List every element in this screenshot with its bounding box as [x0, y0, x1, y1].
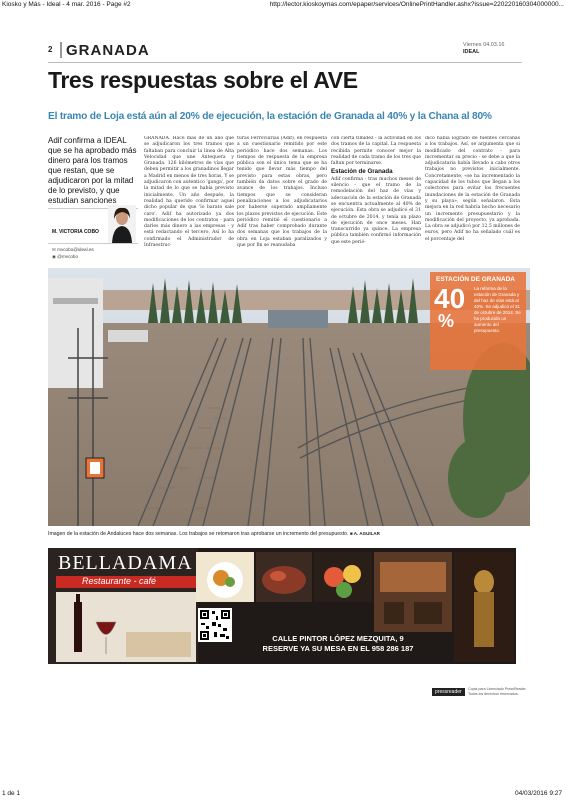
ad-food-photo-2: [256, 552, 312, 602]
ad-qr-code[interactable]: [198, 608, 232, 642]
info-box-percent: 40: [434, 283, 466, 314]
article-column-2: turas Ferroviarias (Adif), en respuesta a un cuestionario remitido por este periódico hace dos semanas. Los tiempos de respuesta de la empresa pública son el único tema que se ha tenido que llevar más tiempo del previsto para estas obras, pero también da datos sobre el grado de avance de los trabajos. Incluso tiempos que se consideran penalizaciones a los adjudicatarios por haberse superado ampliamente los plazos previstos de ejecución. Este periódico remitió el cuestionario a Adif tras haber comprobado durante dos semanas que los trabajos de la obra en Loja estaban paralizados y que por fin se reanudaba: [237, 136, 327, 249]
ad-wine-photo: [56, 592, 196, 662]
ad-brand: BELLADAMA: [58, 552, 193, 574]
section-name: GRANADA: [66, 42, 150, 59]
section-divider: [60, 42, 62, 58]
twitter-icon: ◉: [52, 254, 58, 259]
info-box-percent-sign: %: [438, 311, 455, 331]
article-column-1: GRANADA. Hace más de un año que se adjudicaron los tres tramos que faltaban para concluir la línea de Alta Velocidad que une Antequera y Granada. 126 kilómetros de vías que deben permitir a los granadinos llegar a Madrid en menos de tres horas. Y se adjudicaron con autentico 'ganga', por la mitad de lo que se había previsto inicialmente. Un año después, la realidad ha querido confirmar aquel dicho popular de que 'lo barato sale caro'. Adif ha autorizado ya dos modificaciones de los contratos - para darles más dinero a las empresas - y está redactando el tercero. Así lo ha confirmado el Administrador de Infraestruc-: [144, 136, 234, 249]
author-email[interactable]: mvcobo@ideal.es: [57, 247, 94, 252]
ad-food-photo-3: [314, 552, 372, 602]
article-title: Tres respuestas sobre el AVE: [48, 67, 358, 93]
header-rule: [48, 62, 522, 63]
ad-food-photo-1: [196, 552, 254, 602]
ad-address: CALLE PINTOR LÓPEZ MEZQUITA, 9: [272, 634, 404, 643]
page-url[interactable]: http://lector.kioskoymas.com/epaper/services/OnlinePrintHandler.ashx?issue=220220160304000000...: [269, 1, 564, 8]
author-rule-bottom: [48, 243, 138, 244]
article-column-4: dico había logrado de fuentes cercanas a los trabajos. Así, se argumenta que si modificado del contrato - para incrementar su precio - se debe a que la adjudicataria había llevado a cabo otros trabajos no previstos inicialmente. Concretamente, «se ha incrementado la capacidad de los tubos que llegan a los colectores para evitar los frecuentes inundaciones de la estación de Granada y su playa», según señalaron. Esta mejora en la red habría hecho necesario un incremento presupuestario y la modificación del proyecto, ya aprobada. La obra se adjudicó por 12,5 millones de euros, pero Adif no ha señalado cuál es el porcentaje del: [425, 136, 520, 242]
article-column-3: [331, 136, 421, 264]
window-title: Kiosko y Más - Ideal - 4 mar. 2016 - Page #2: [2, 1, 131, 8]
author-photo: [108, 205, 136, 243]
photo-credit: ■ A. AGUILAR: [349, 531, 380, 536]
author-twitter-row: [52, 253, 78, 260]
column-3-text-b: Adif confirma - tras muchos meses de silencio - que el tramo de la remodelación del haz de vías y adecuación de la estación de Granada se encuentra actualmente al 40% de ejecución. Esta obra se adjudicó el 31 de octubre de 2014, y tenía un plazo de ejecución de once meses. Han transcurrido ya quince. La empresa pública también confirmó información que este perió-: [331, 176, 421, 245]
ad-statue-photo: [454, 552, 514, 662]
author-name: M. VICTORIA COBO: [52, 229, 99, 235]
print-date: 04/03/2016 9:27: [515, 790, 562, 797]
issue-date: Viernes 04.03.16: [463, 42, 505, 48]
author-twitter[interactable]: @mvcobo: [57, 254, 79, 259]
paper-name: IDEAL: [463, 49, 480, 55]
photo-caption: Imagen de la estación de Andaluces hace dos semanas. Los trabajos se retomaron tras aprobarse un incremento del presupuesto.: [48, 531, 349, 537]
page-number: 2: [48, 45, 53, 54]
page-counter: 1 de 1: [2, 790, 21, 797]
station-info-box: [430, 272, 526, 370]
envelope-icon: ✉: [52, 247, 58, 252]
ad-subtitle: Restaurante - café: [82, 576, 157, 586]
author-email-row: [52, 246, 94, 253]
column-3-text-a: con cierta timidez - la actividad en los dos tramos de la capital. La respuesta recibida permite conocer mejor la realidad de cada tramo de los tres que faltan por terminarse.: [331, 136, 421, 167]
column-3-heading: Estación de Granada: [331, 168, 393, 176]
advertisement[interactable]: [48, 548, 516, 664]
ad-reservation: RESERVE YA SU MESA EN EL 958 286 187: [262, 644, 414, 653]
info-box-label: ESTACIÓN DE GRANADA: [436, 276, 515, 283]
photo-caption-row: [48, 531, 380, 537]
pressreader-logo[interactable]: pressreader: [432, 688, 465, 696]
ad-interior-photo: [374, 552, 452, 632]
article-lead: Adif confirma a IDEAL que se ha aprobado más dinero para los tramos que restan, que se adjudicaron por la mitad de lo previsto, y que estudian sanciones: [48, 136, 137, 205]
info-box-text: La reforma de la estación de Granada y del haz de vías está al 40%. Se adjudicó el 31 de octubre de 2014. Se ha producido un aumento del presupuesto.: [474, 286, 521, 333]
article-subtitle: El tramo de Loja está aún al 20% de ejecución, la estación de Granada al 40% y la Chana al 80%: [48, 111, 492, 122]
pressreader-legal: Copia para Licenciado PressReader. Todos los derechos reservados.: [468, 687, 527, 696]
